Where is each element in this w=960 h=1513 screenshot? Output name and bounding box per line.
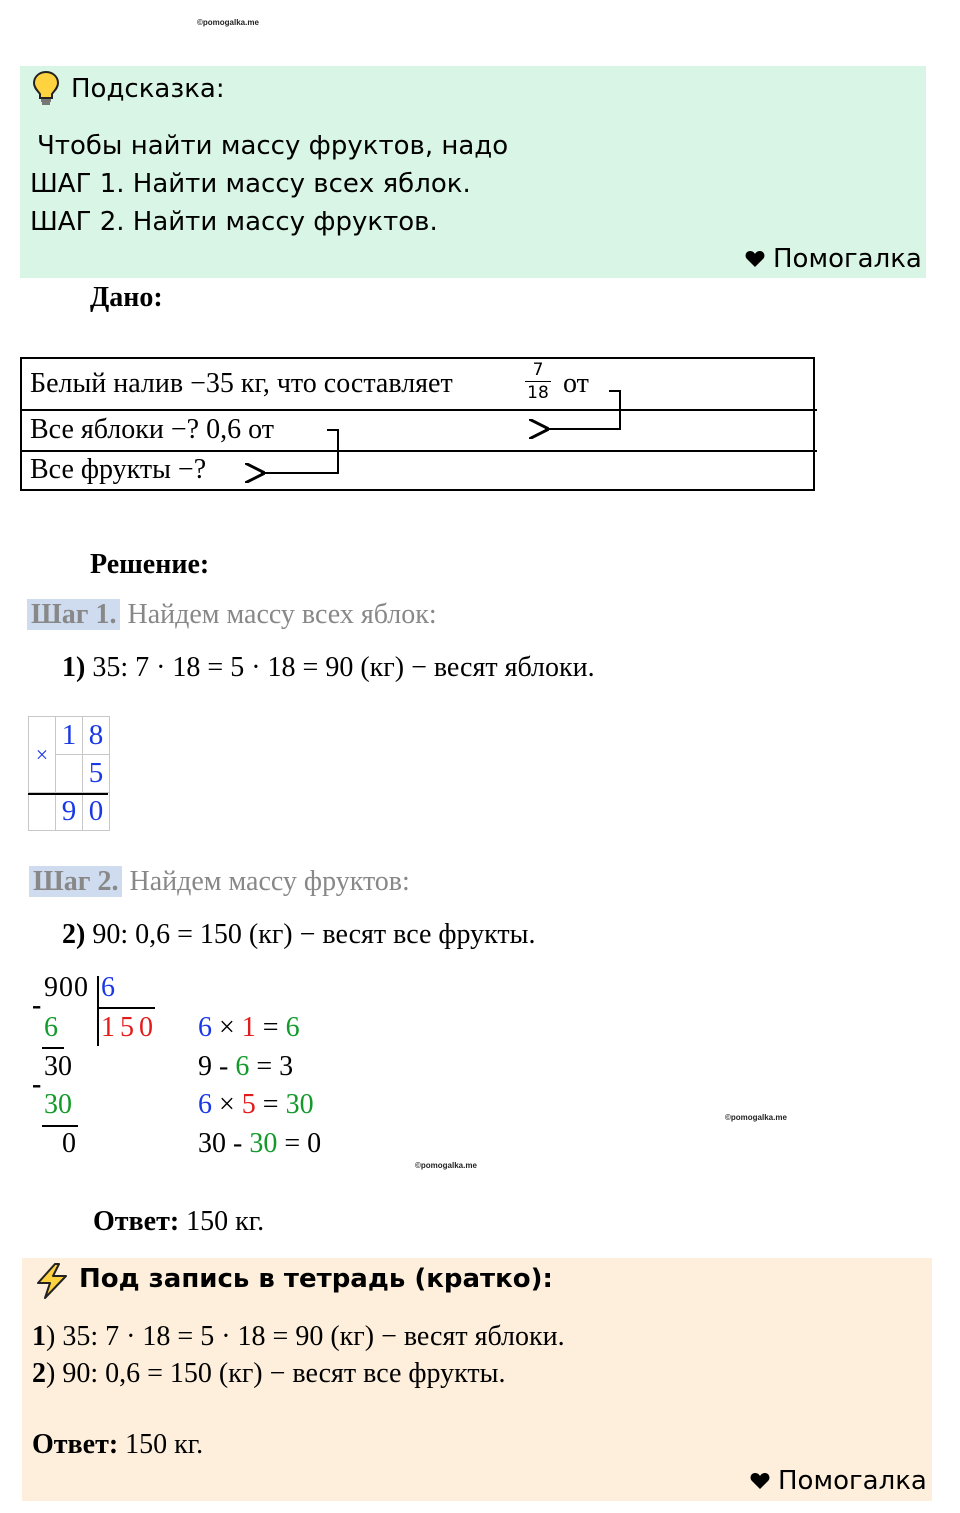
arrow-white-to-apples <box>545 391 620 429</box>
given-row-white-filling: Белый налив −35 кг, что составляет <box>30 368 453 399</box>
notebook-title: Под запись в тетрадь (кратко): <box>79 1264 553 1294</box>
lightning-icon <box>33 1262 71 1300</box>
answer-label: Ответ: <box>93 1206 180 1237</box>
step1-label: Шаг 1. <box>27 599 120 630</box>
division-rem1: 30 <box>44 1051 72 1082</box>
step1-title <box>27 599 437 631</box>
check-line <box>198 1012 300 1044</box>
watermark-top: ©pomogalka.me <box>197 18 259 27</box>
notebook-line2-text: ) 90: 0,6 = 150 (кг) − весят все фрукты. <box>46 1358 506 1389</box>
division-horizontal-line <box>97 1007 155 1009</box>
notebook-line1-number: 1 <box>32 1321 46 1352</box>
grid-digit: 5 <box>83 755 110 793</box>
check-result: 0 <box>307 1128 322 1159</box>
check-equals: = <box>277 1128 308 1159</box>
check-result: 30 <box>285 1089 314 1120</box>
step2-label: Шаг 2. <box>29 866 122 897</box>
division-vertical-line <box>97 976 99 1046</box>
division-rem2: 0 <box>62 1128 76 1159</box>
step2-text: Найдем массу фруктов: <box>122 866 410 897</box>
grid-digit: 0 <box>83 793 110 831</box>
watermark-bottom: ©pomogalka.me <box>415 1161 477 1170</box>
answer <box>93 1206 264 1238</box>
hint-title: Подсказка: <box>71 74 225 104</box>
given-row1-tail: от <box>563 368 589 399</box>
given-row-all-fruits: Все фрукты −? <box>30 454 207 485</box>
check-operand: 30 <box>198 1128 226 1159</box>
multiplication-grid <box>28 716 110 831</box>
fraction-numerator: 7 <box>532 360 544 380</box>
check-result: 6 <box>285 1012 300 1043</box>
given-arrows <box>0 0 960 500</box>
division-minus: - <box>32 1069 42 1100</box>
check-operand: 6 <box>235 1051 250 1082</box>
solution-title: Решение: <box>90 549 210 580</box>
step2-formula <box>62 919 535 951</box>
hint-step2-text: Найти массу фруктов. <box>124 207 438 237</box>
step1-text: Найдем массу всех яблок: <box>120 599 437 630</box>
notebook-line1-text: ) 35: 7 · 18 = 5 · 18 = 90 (кг) − весят яблоки. <box>46 1321 565 1352</box>
multiply-sign: × <box>29 717 56 793</box>
grid-digit: 9 <box>56 793 83 831</box>
check-operand: 9 <box>198 1051 212 1082</box>
check-operator: × <box>212 1089 242 1120</box>
division-divisor: 6 <box>101 972 115 1003</box>
check-line <box>198 1051 293 1083</box>
division-sub1: 6 <box>44 1012 58 1043</box>
notebook-line1 <box>32 1321 565 1353</box>
check-result: 3 <box>279 1051 294 1082</box>
step1-expression: 35: 7 · 18 = 5 · 18 = 90 (кг) − весят яблоки. <box>92 652 595 683</box>
division-sub2: 30 <box>44 1089 72 1120</box>
hint-brand: Помогалка <box>773 244 922 274</box>
arrow-apples-to-fruits <box>261 430 338 473</box>
notebook-line2 <box>32 1358 505 1390</box>
multiplication-line <box>28 793 108 795</box>
given-row-all-apples: Все яблоки −? 0,6 от <box>30 414 274 445</box>
check-line <box>198 1128 321 1160</box>
division-dividend: 900 <box>44 972 89 1003</box>
check-equals: = <box>249 1051 280 1082</box>
hint-step2-label: ШАГ 2. <box>30 207 125 237</box>
step2-title <box>29 866 410 898</box>
step2-number: 2) <box>62 919 86 950</box>
check-operator: × <box>212 1012 242 1043</box>
check-operator: - <box>226 1128 250 1159</box>
hint-intro: Чтобы найти массу фруктов, надо <box>37 131 509 161</box>
division-quotient: 1 5 0 <box>101 1012 152 1043</box>
check-operator: - <box>212 1051 236 1082</box>
check-operand: 30 <box>249 1128 278 1159</box>
grid-digit: 1 <box>56 717 83 755</box>
division-minus: - <box>32 990 42 1021</box>
check-equals: = <box>255 1012 286 1043</box>
answer-value: 150 кг. <box>179 1206 265 1237</box>
notebook-answer-label: Ответ: <box>32 1429 119 1460</box>
hint-step1-label: ШАГ 1. <box>30 169 125 199</box>
check-operand: 6 <box>198 1012 212 1043</box>
given-title: Дано: <box>90 282 163 313</box>
step1-formula <box>62 652 595 684</box>
notebook-answer-value: 150 кг. <box>118 1429 204 1460</box>
notebook-brand: Помогалка <box>778 1466 927 1496</box>
notebook-answer <box>32 1429 203 1461</box>
division-underline <box>42 1125 78 1127</box>
grid-digit <box>29 793 56 831</box>
division-underline <box>42 1047 64 1049</box>
grid-digit <box>56 755 83 793</box>
hint-step1-text: Найти массу всех яблок. <box>124 169 471 199</box>
watermark-middle: ©pomogalka.me <box>725 1113 787 1122</box>
check-operand: 6 <box>198 1089 212 1120</box>
grid-digit: 8 <box>83 717 110 755</box>
check-operand: 5 <box>241 1089 256 1120</box>
check-equals: = <box>255 1089 286 1120</box>
check-operand: 1 <box>241 1012 256 1043</box>
notebook-line2-number: 2 <box>32 1358 46 1389</box>
heart-icon <box>750 1472 770 1490</box>
fraction-denominator: 18 <box>527 383 549 403</box>
step1-number: 1) <box>62 652 86 683</box>
check-line <box>198 1089 314 1121</box>
step2-expression: 90: 0,6 = 150 (кг) − весят все фрукты. <box>92 919 536 950</box>
